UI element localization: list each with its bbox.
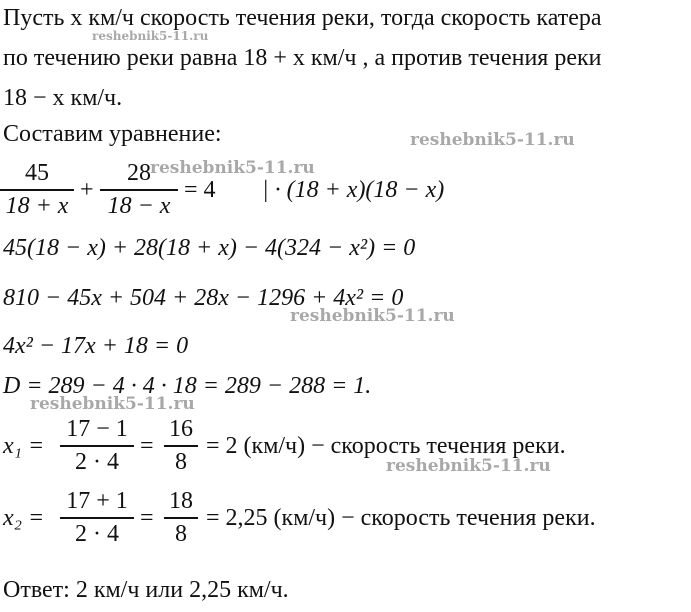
x2-fraction-1 xyxy=(60,488,134,548)
fraction-numerator: 17 − 1 xyxy=(66,416,128,442)
fraction-45 xyxy=(0,160,74,220)
fraction-bar xyxy=(164,445,198,447)
fraction-bar xyxy=(0,189,74,191)
intro-line-1: Пусть x км/ч скорость течения реки, тогда скорость катера xyxy=(3,5,602,31)
watermark: reshebnik5-11.ru xyxy=(150,158,315,178)
fraction-numerator: 16 xyxy=(169,416,193,442)
watermark: reshebnik5-11.ru xyxy=(92,29,209,43)
answer-line: Ответ: 2 км/ч или 2,25 км/ч. xyxy=(3,577,289,603)
x1-fraction-2 xyxy=(164,416,198,476)
x1-result: = 2 (км/ч) − скорость течения реки. xyxy=(206,433,566,459)
watermark: reshebnik5-11.ru xyxy=(30,394,195,414)
fraction-bar xyxy=(100,189,178,191)
x1-label: x₁ = xyxy=(3,433,45,459)
watermark: reshebnik5-11.ru xyxy=(410,130,575,150)
x1-equals: = xyxy=(140,433,154,459)
fraction-denominator: 18 − x xyxy=(107,192,171,219)
fraction-denominator: 8 xyxy=(175,448,187,475)
fraction-denominator: 18 + x xyxy=(5,192,69,219)
fraction-numerator: 45 xyxy=(25,160,49,186)
fraction-denominator: 2 · 4 xyxy=(75,520,119,547)
x2-label: x₂ = xyxy=(3,505,45,531)
fraction-numerator: 28 xyxy=(127,160,151,186)
discriminant-line: D = 289 − 4 · 4 · 18 = 289 − 288 = 1. xyxy=(3,373,372,399)
intro-line-2: по течению реки равна 18 + x км/ч , а против течения реки xyxy=(3,45,602,71)
compose-heading: Составим уравнение: xyxy=(3,121,222,147)
fraction-numerator: 17 + 1 xyxy=(66,488,128,514)
watermark: reshebnik5-11.ru xyxy=(386,456,551,476)
fraction-numerator: 18 xyxy=(169,488,193,514)
fraction-denominator: 2 · 4 xyxy=(75,448,119,475)
equation-multiplier: | · (18 + x)(18 − x) xyxy=(262,177,445,203)
equation-line-4: 4x² − 17x + 18 = 0 xyxy=(3,333,189,359)
equation-line-2: 45(18 − x) + 28(18 + x) − 4(324 − x²) = 0 xyxy=(3,235,416,261)
x2-fraction-2 xyxy=(164,488,198,548)
fraction-bar xyxy=(60,445,134,447)
fraction-bar xyxy=(60,517,134,519)
equation-line-3: 810 − 45x + 504 + 28x − 1296 + 4x² = 0 xyxy=(3,285,404,311)
intro-line-3: 18 − x км/ч. xyxy=(3,85,123,111)
equation-rhs: = 4 xyxy=(184,177,216,203)
x1-fraction-1 xyxy=(60,416,134,476)
watermark: reshebnik5-11.ru xyxy=(290,306,455,326)
x2-equals: = xyxy=(140,505,154,531)
fraction-bar xyxy=(164,517,198,519)
x2-result: = 2,25 (км/ч) − скорость течения реки. xyxy=(206,505,596,531)
fraction-denominator: 8 xyxy=(175,520,187,547)
plus-sign: + xyxy=(80,177,94,203)
